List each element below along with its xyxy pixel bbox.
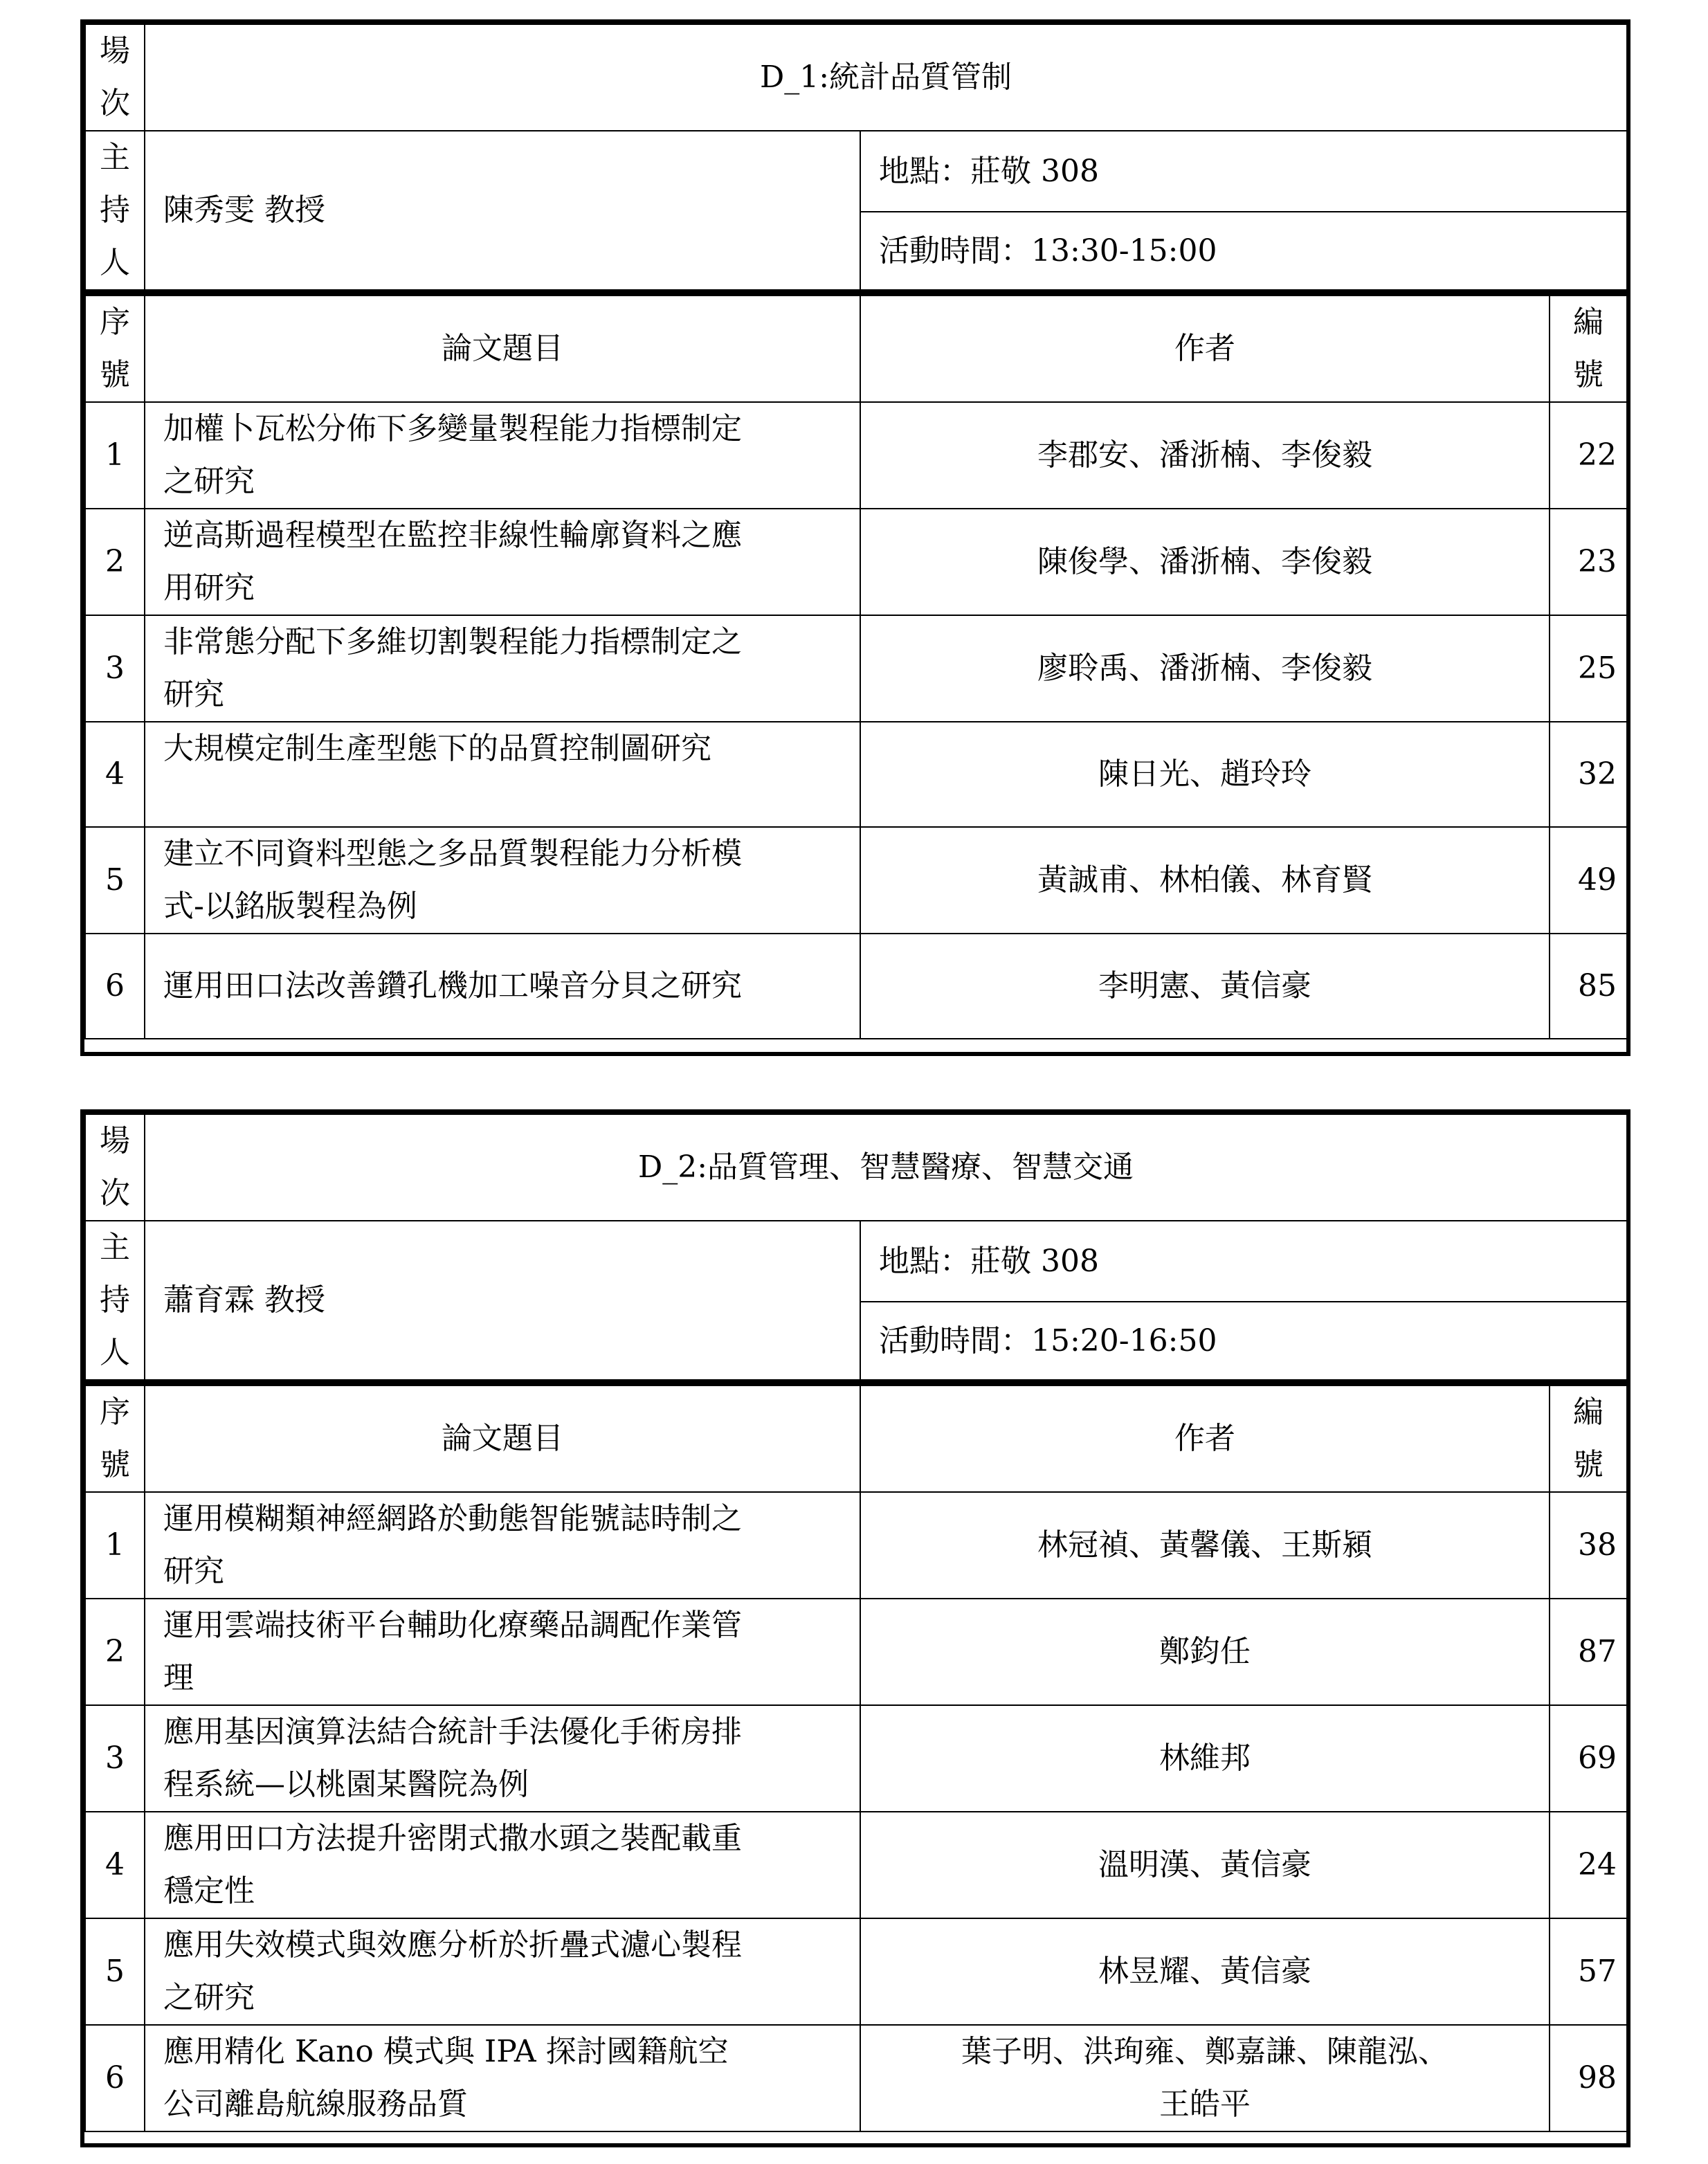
paper-code: 49 <box>1550 827 1627 934</box>
paper-code: 57 <box>1550 1918 1627 2025</box>
table-row <box>85 1599 1627 1705</box>
table-row <box>85 1492 1627 1599</box>
paper-title: 運用模糊類神經網路於動態智能號誌時制之 研究 <box>145 1492 860 1599</box>
seq-number: 6 <box>85 2025 145 2131</box>
seq-header: 序 號 <box>85 293 145 402</box>
paper-title: 應用失效模式與效應分析於折疊式濾心製程 之研究 <box>145 1918 860 2025</box>
table-row <box>85 2025 1627 2131</box>
paper-authors: 陳日光、趙玲玲 <box>860 722 1550 827</box>
session-title: D_2:品質管理、智慧醫療、智慧交通 <box>145 1114 1627 1221</box>
paper-code: 69 <box>1550 1705 1627 1812</box>
table-row <box>85 722 1627 827</box>
paper-code: 87 <box>1550 1599 1627 1705</box>
seq-header: 序 號 <box>85 1383 145 1492</box>
host-label: 主 持 人 <box>85 1221 145 1383</box>
table-row <box>85 615 1627 722</box>
paper-authors: 李明憲、黃信豪 <box>860 934 1550 1039</box>
paper-title: 逆高斯過程模型在監控非線性輪廓資料之應 用研究 <box>145 509 860 615</box>
table-row <box>85 402 1627 509</box>
paper-authors: 李郡安、潘浙楠、李俊毅 <box>860 402 1550 509</box>
paper-code: 24 <box>1550 1812 1627 1918</box>
paper-title: 非常態分配下多維切割製程能力指標制定之 研究 <box>145 615 860 722</box>
table-row <box>85 827 1627 934</box>
seq-number: 5 <box>85 827 145 934</box>
seq-number: 2 <box>85 509 145 615</box>
paper-code: 23 <box>1550 509 1627 615</box>
seq-number: 3 <box>85 1705 145 1812</box>
paper-code: 32 <box>1550 722 1627 827</box>
scene-label: 場 次 <box>85 1114 145 1221</box>
paper-authors: 廖聆禹、潘浙楠、李俊毅 <box>860 615 1550 722</box>
table-row <box>85 1918 1627 2025</box>
table-row <box>85 509 1627 615</box>
paper-title: 應用基因演算法結合統計手法優化手術房排 程系統—以桃園某醫院為例 <box>145 1705 860 1812</box>
paper-code: 38 <box>1550 1492 1627 1599</box>
authors-header: 作者 <box>860 293 1550 402</box>
paper-title: 運用雲端技術平台輔助化療藥品調配作業管 理 <box>145 1599 860 1705</box>
paper-code: 85 <box>1550 934 1627 1039</box>
location: 地點：莊敬 308 <box>860 131 1627 212</box>
code-header: 編 號 <box>1550 293 1627 402</box>
session-time: 活動時間：13:30-15:00 <box>860 212 1627 293</box>
paper-code: 22 <box>1550 402 1627 509</box>
host-label: 主 持 人 <box>85 131 145 293</box>
paper-authors: 陳俊學、潘浙楠、李俊毅 <box>860 509 1550 615</box>
table-row <box>85 934 1627 1039</box>
session-title: D_1:統計品質管制 <box>145 24 1627 131</box>
seq-number: 1 <box>85 1492 145 1599</box>
host-name: 蕭育霖 教授 <box>145 1221 860 1383</box>
seq-number: 4 <box>85 1812 145 1918</box>
paper-header: 論文題目 <box>145 293 860 402</box>
paper-authors: 葉子明、洪珣雍、鄭嘉謙、陳龍泓、 王皓平 <box>860 2025 1550 2131</box>
code-header: 編 號 <box>1550 1383 1627 1492</box>
seq-number: 6 <box>85 934 145 1039</box>
table-row <box>85 1812 1627 1918</box>
paper-authors: 溫明漢、黃信豪 <box>860 1812 1550 1918</box>
paper-authors: 鄭鈞任 <box>860 1599 1550 1705</box>
seq-number: 3 <box>85 615 145 722</box>
paper-title: 大規模定制生產型態下的品質控制圖研究 <box>145 722 860 827</box>
paper-title: 運用田口法改善鑽孔機加工噪音分貝之研究 <box>145 934 860 1039</box>
session-time: 活動時間：15:20-16:50 <box>860 1302 1627 1383</box>
session-table-d2 <box>80 1109 1630 2147</box>
authors-header: 作者 <box>860 1383 1550 1492</box>
seq-number: 2 <box>85 1599 145 1705</box>
paper-authors: 林冠禎、黃馨儀、王斯潁 <box>860 1492 1550 1599</box>
paper-header: 論文題目 <box>145 1383 860 1492</box>
paper-authors: 林昱耀、黃信豪 <box>860 1918 1550 2025</box>
paper-authors: 林維邦 <box>860 1705 1550 1812</box>
location: 地點：莊敬 308 <box>860 1221 1627 1302</box>
scene-label: 場 次 <box>85 24 145 131</box>
session-table-d1 <box>80 19 1630 1056</box>
paper-title: 建立不同資料型態之多品質製程能力分析模 式-以銘版製程為例 <box>145 827 860 934</box>
host-name: 陳秀雯 教授 <box>145 131 860 293</box>
paper-title: 加權卜瓦松分佈下多變量製程能力指標制定 之研究 <box>145 402 860 509</box>
paper-title: 應用田口方法提升密閉式撒水頭之裝配載重 穩定性 <box>145 1812 860 1918</box>
paper-authors: 黃誠甫、林柏儀、林育賢 <box>860 827 1550 934</box>
table-row <box>85 1705 1627 1812</box>
paper-code: 25 <box>1550 615 1627 722</box>
paper-title: 應用精化 Kano 模式與 IPA 探討國籍航空 公司離島航線服務品質 <box>145 2025 860 2131</box>
paper-code: 98 <box>1550 2025 1627 2131</box>
seq-number: 5 <box>85 1918 145 2025</box>
seq-number: 4 <box>85 722 145 827</box>
seq-number: 1 <box>85 402 145 509</box>
